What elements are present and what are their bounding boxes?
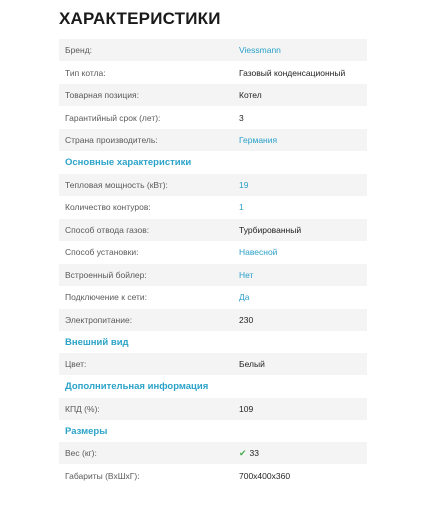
spec-label: Тепловая мощность (кВт): [65,179,168,190]
spec-value: 230 [239,314,254,325]
spec-value-link[interactable]: Нет [239,269,254,280]
spec-value: 700x400x360 [239,470,291,481]
spec-label: Электропитание: [65,314,133,325]
spec-label: Габариты (ВхШхГ): [65,470,140,481]
spec-row [59,84,367,106]
spec-row [59,196,367,218]
spec-label: Страна производитель: [65,135,158,145]
spec-value-link[interactable]: Навесной [239,247,278,257]
spec-row [59,174,367,196]
spec-row [59,219,367,241]
specs-table [59,39,367,487]
spec-label: Цвет: [65,359,87,369]
spec-label: Способ установки: [65,247,139,257]
section-heading: Основные характеристики [65,157,192,168]
spec-row [59,286,367,308]
spec-row [59,353,367,375]
spec-label: Количество контуров: [65,202,151,212]
section-heading: Дополнительная информация [65,381,209,392]
spec-value: 109 [239,403,254,414]
checkmark-icon: ✔ [239,447,247,458]
spec-label: Тип котла: [65,67,106,78]
spec-row [59,241,367,263]
spec-value-link[interactable]: 19 [239,179,249,190]
spec-label: Товарная позиция: [65,90,139,100]
spec-value-link[interactable]: Viessmann [239,45,281,55]
spec-row [59,107,367,129]
spec-value: Белый [239,359,265,369]
spec-row [59,129,367,151]
spec-value: Турбированный [239,224,302,235]
spec-label: Встроенный бойлер: [65,269,147,280]
spec-row [59,309,367,331]
spec-label: Вес (кг): [65,448,97,458]
spec-row [59,442,367,464]
spec-row [59,398,367,420]
page-title: ХАРАКТЕРИСТИКИ [59,9,221,28]
spec-label: Подключение к сети: [65,292,148,302]
spec-row [59,465,367,487]
spec-value: 3 [239,112,244,123]
spec-value-link[interactable]: Да [239,292,250,302]
spec-row [59,39,367,61]
spec-value: Котел [239,90,262,100]
spec-label: КПД (%): [65,403,100,414]
section-heading: Внешний вид [65,336,129,348]
spec-label: Бренд: [65,45,93,55]
spec-value: ✔ 33 [239,447,260,458]
spec-row [59,62,367,84]
spec-row [59,264,367,286]
spec-value-link[interactable]: Германия [239,135,278,145]
spec-value: Газовый конденсационный [239,67,346,78]
spec-label: Способ отвода газов: [65,224,150,235]
spec-value-link[interactable]: 1 [239,202,244,212]
section-heading: Размеры [65,425,108,437]
spec-label: Гарантийный срок (лет): [65,112,161,123]
